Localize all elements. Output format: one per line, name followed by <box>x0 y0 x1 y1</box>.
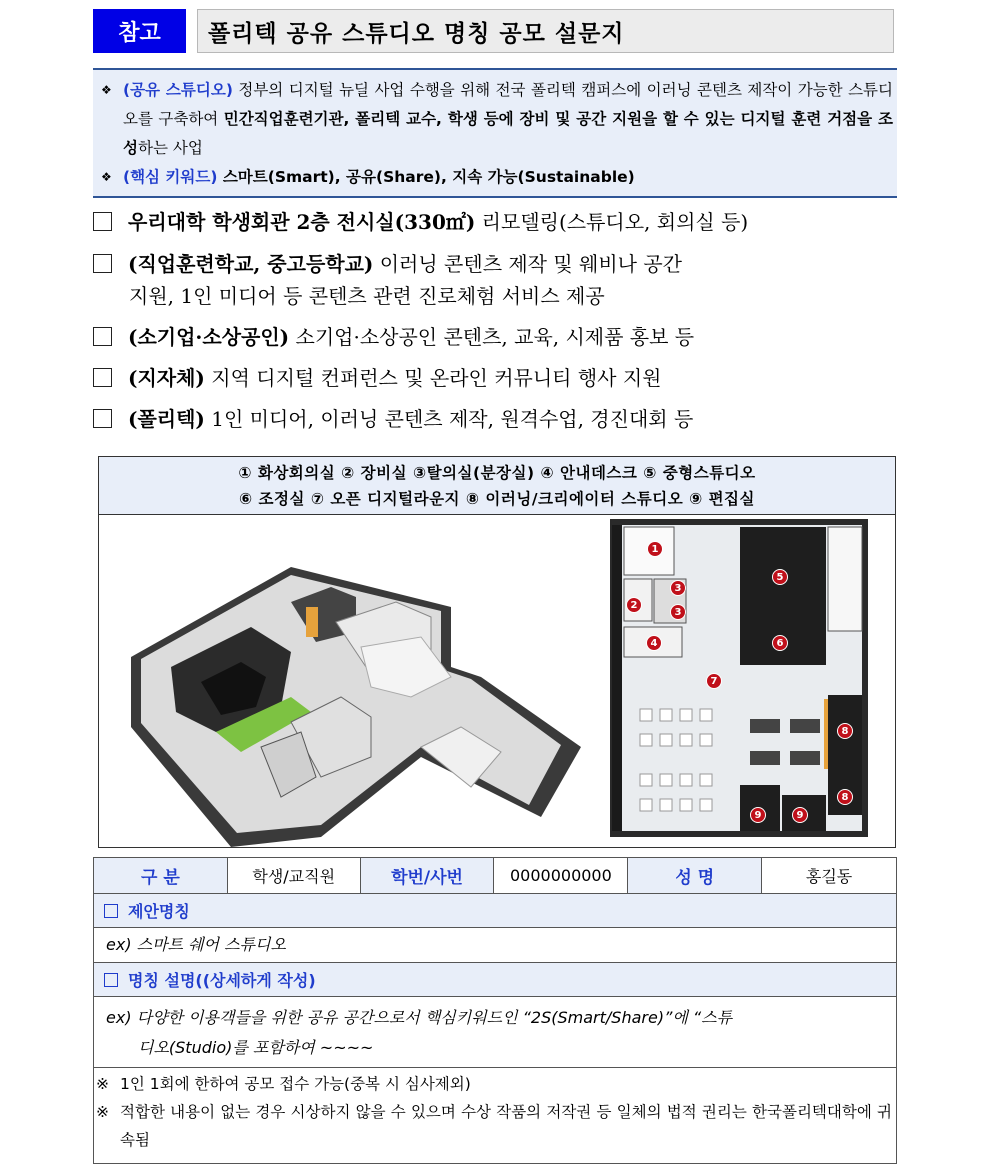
option-2[interactable] <box>93 248 897 312</box>
option-label-bold: (지자체) <box>128 366 205 390</box>
diamond-bullet-icon: ❖ <box>101 170 112 184</box>
info-text-bold: 민간직업훈련기관, 폴리텍 교수, 학생 등에 장비 및 공간 지원을 할 수 있는 디지털 훈련 거점을 조성 <box>123 110 893 157</box>
studio-layout-figure <box>98 456 896 848</box>
floor-plan <box>610 519 868 837</box>
option-label: 1인 미디어, 이러닝 콘텐츠 제작, 원격수업, 경진대회 등 <box>204 407 694 431</box>
proposed-name-header <box>93 893 897 928</box>
option-label-bold: 우리대학 학생회관 2층 전시실(330㎡) <box>128 210 476 234</box>
label-id-number: 학번/사번 <box>360 858 494 894</box>
label-name: 성 명 <box>628 858 762 894</box>
option-label: 소기업·소상공인 콘텐츠, 교육, 시제품 홍보 등 <box>289 325 695 349</box>
info-key: (핵심 키워드) <box>123 168 218 186</box>
value-name[interactable]: 홍길동 <box>762 858 897 894</box>
option-4[interactable] <box>93 362 897 394</box>
room-legend <box>99 457 895 515</box>
room-marker-3: 3 <box>670 580 686 596</box>
info-key: (공유 스튜디오) <box>123 81 233 99</box>
legend-line: ⑥ 조정실 ⑦ 오픈 디지털라운지 ⑧ 이러닝/크리에이터 스튜디오 ⑨ 편집실 <box>238 490 756 508</box>
checkbox-icon[interactable] <box>93 409 112 428</box>
info-row-studio <box>93 76 897 163</box>
name-description-field[interactable] <box>93 996 897 1068</box>
description-example-continued: 디오(Studio)를 포함하여 ~~~~ <box>138 1038 374 1057</box>
room-marker-9: 9 <box>792 807 808 823</box>
option-1[interactable] <box>93 206 897 238</box>
option-3[interactable] <box>93 321 897 353</box>
proposed-name-example: ex) 스마트 쉐어 스튜디오 <box>106 935 286 954</box>
description-example: ex) 다양한 이용객들을 위한 공유 공간으로서 핵심키워드인 “2S(Smart/Share)”에 “스튜 <box>106 1008 733 1027</box>
info-row-keyword <box>93 163 897 192</box>
name-description-header <box>93 962 897 997</box>
notes <box>93 1068 897 1164</box>
section-title: 명칭 설명((상세하게 작성) <box>128 971 316 990</box>
proposed-name-field[interactable] <box>93 927 897 963</box>
applicant-table <box>93 857 897 894</box>
value-id-number[interactable]: 0000000000 <box>494 858 628 894</box>
room-marker-4: 4 <box>646 635 662 651</box>
option-label-bold: (소기업·소상공인) <box>128 325 290 349</box>
section-title: 제안명칭 <box>128 902 190 921</box>
option-5[interactable] <box>93 403 897 435</box>
info-box <box>93 68 897 198</box>
option-label-bold: (직업훈련학교, 중고등학교) <box>128 252 374 276</box>
option-label-bold: (폴리텍) <box>128 407 205 431</box>
room-marker-5: 5 <box>772 569 788 585</box>
room-marker-2: 2 <box>626 597 642 613</box>
reference-mark-icon: ※ <box>96 1075 109 1093</box>
room-marker-8: 8 <box>837 723 853 739</box>
checkbox-icon[interactable] <box>93 368 112 387</box>
note-item <box>94 1098 896 1154</box>
checkbox-icon[interactable] <box>93 327 112 346</box>
page-title: 폴리텍 공유 스튜디오 명칭 공모 설문지 <box>197 9 894 53</box>
note-item <box>94 1070 896 1098</box>
checkbox-icon[interactable] <box>93 254 112 273</box>
note-text: 1인 1회에 한하여 공모 접수 가능(중복 시 심사제외) <box>120 1075 471 1093</box>
checkbox-icon[interactable] <box>93 212 112 231</box>
square-icon <box>104 973 118 987</box>
room-marker-1: 1 <box>647 541 663 557</box>
room-marker-8: 8 <box>837 789 853 805</box>
info-text: 정부의 디지털 뉴딜 사업 수행을 위해 전국 폴리텍 캠퍼스에 이러닝 콘텐츠 제작이 가능한 스튜디오를 구축하여 <box>123 81 893 128</box>
info-keywords: 스마트(Smart), 공유(Share), 지속 가능(Sustainable) <box>217 168 635 186</box>
reference-badge: 참고 <box>93 9 186 53</box>
option-label: 지역 디지털 컨퍼런스 및 온라인 커뮤니티 행사 지원 <box>204 366 662 390</box>
room-marker-7: 7 <box>706 673 722 689</box>
reference-mark-icon: ※ <box>96 1103 109 1121</box>
value-category[interactable]: 학생/교직원 <box>227 858 360 894</box>
room-marker-3: 3 <box>670 604 686 620</box>
square-icon <box>104 904 118 918</box>
studio-3d-render <box>121 547 581 847</box>
legend-line: ① 화상회의실 ② 장비실 ③탈의실(분장실) ④ 안내데스크 ⑤ 중형스튜디오 <box>238 464 756 482</box>
diamond-bullet-icon: ❖ <box>101 83 112 97</box>
option-label: 이러닝 콘텐츠 제작 및 웨비나 공간 <box>373 252 682 276</box>
room-marker-9: 9 <box>750 807 766 823</box>
note-text: 적합한 내용이 없는 경우 시상하지 않을 수 있으며 수상 작품의 저작권 등 일체의 법적 권리는 한국폴리텍대학에 귀속됨 <box>120 1103 892 1149</box>
info-text: 하는 사업 <box>137 139 203 157</box>
label-category: 구 분 <box>94 858 228 894</box>
room-marker-6: 6 <box>772 635 788 651</box>
option-label: 리모델링(스튜디오, 회의실 등) <box>475 210 749 234</box>
option-label-continued: 지원, 1인 미디어 등 콘텐츠 관련 진로체험 서비스 제공 <box>129 284 605 308</box>
